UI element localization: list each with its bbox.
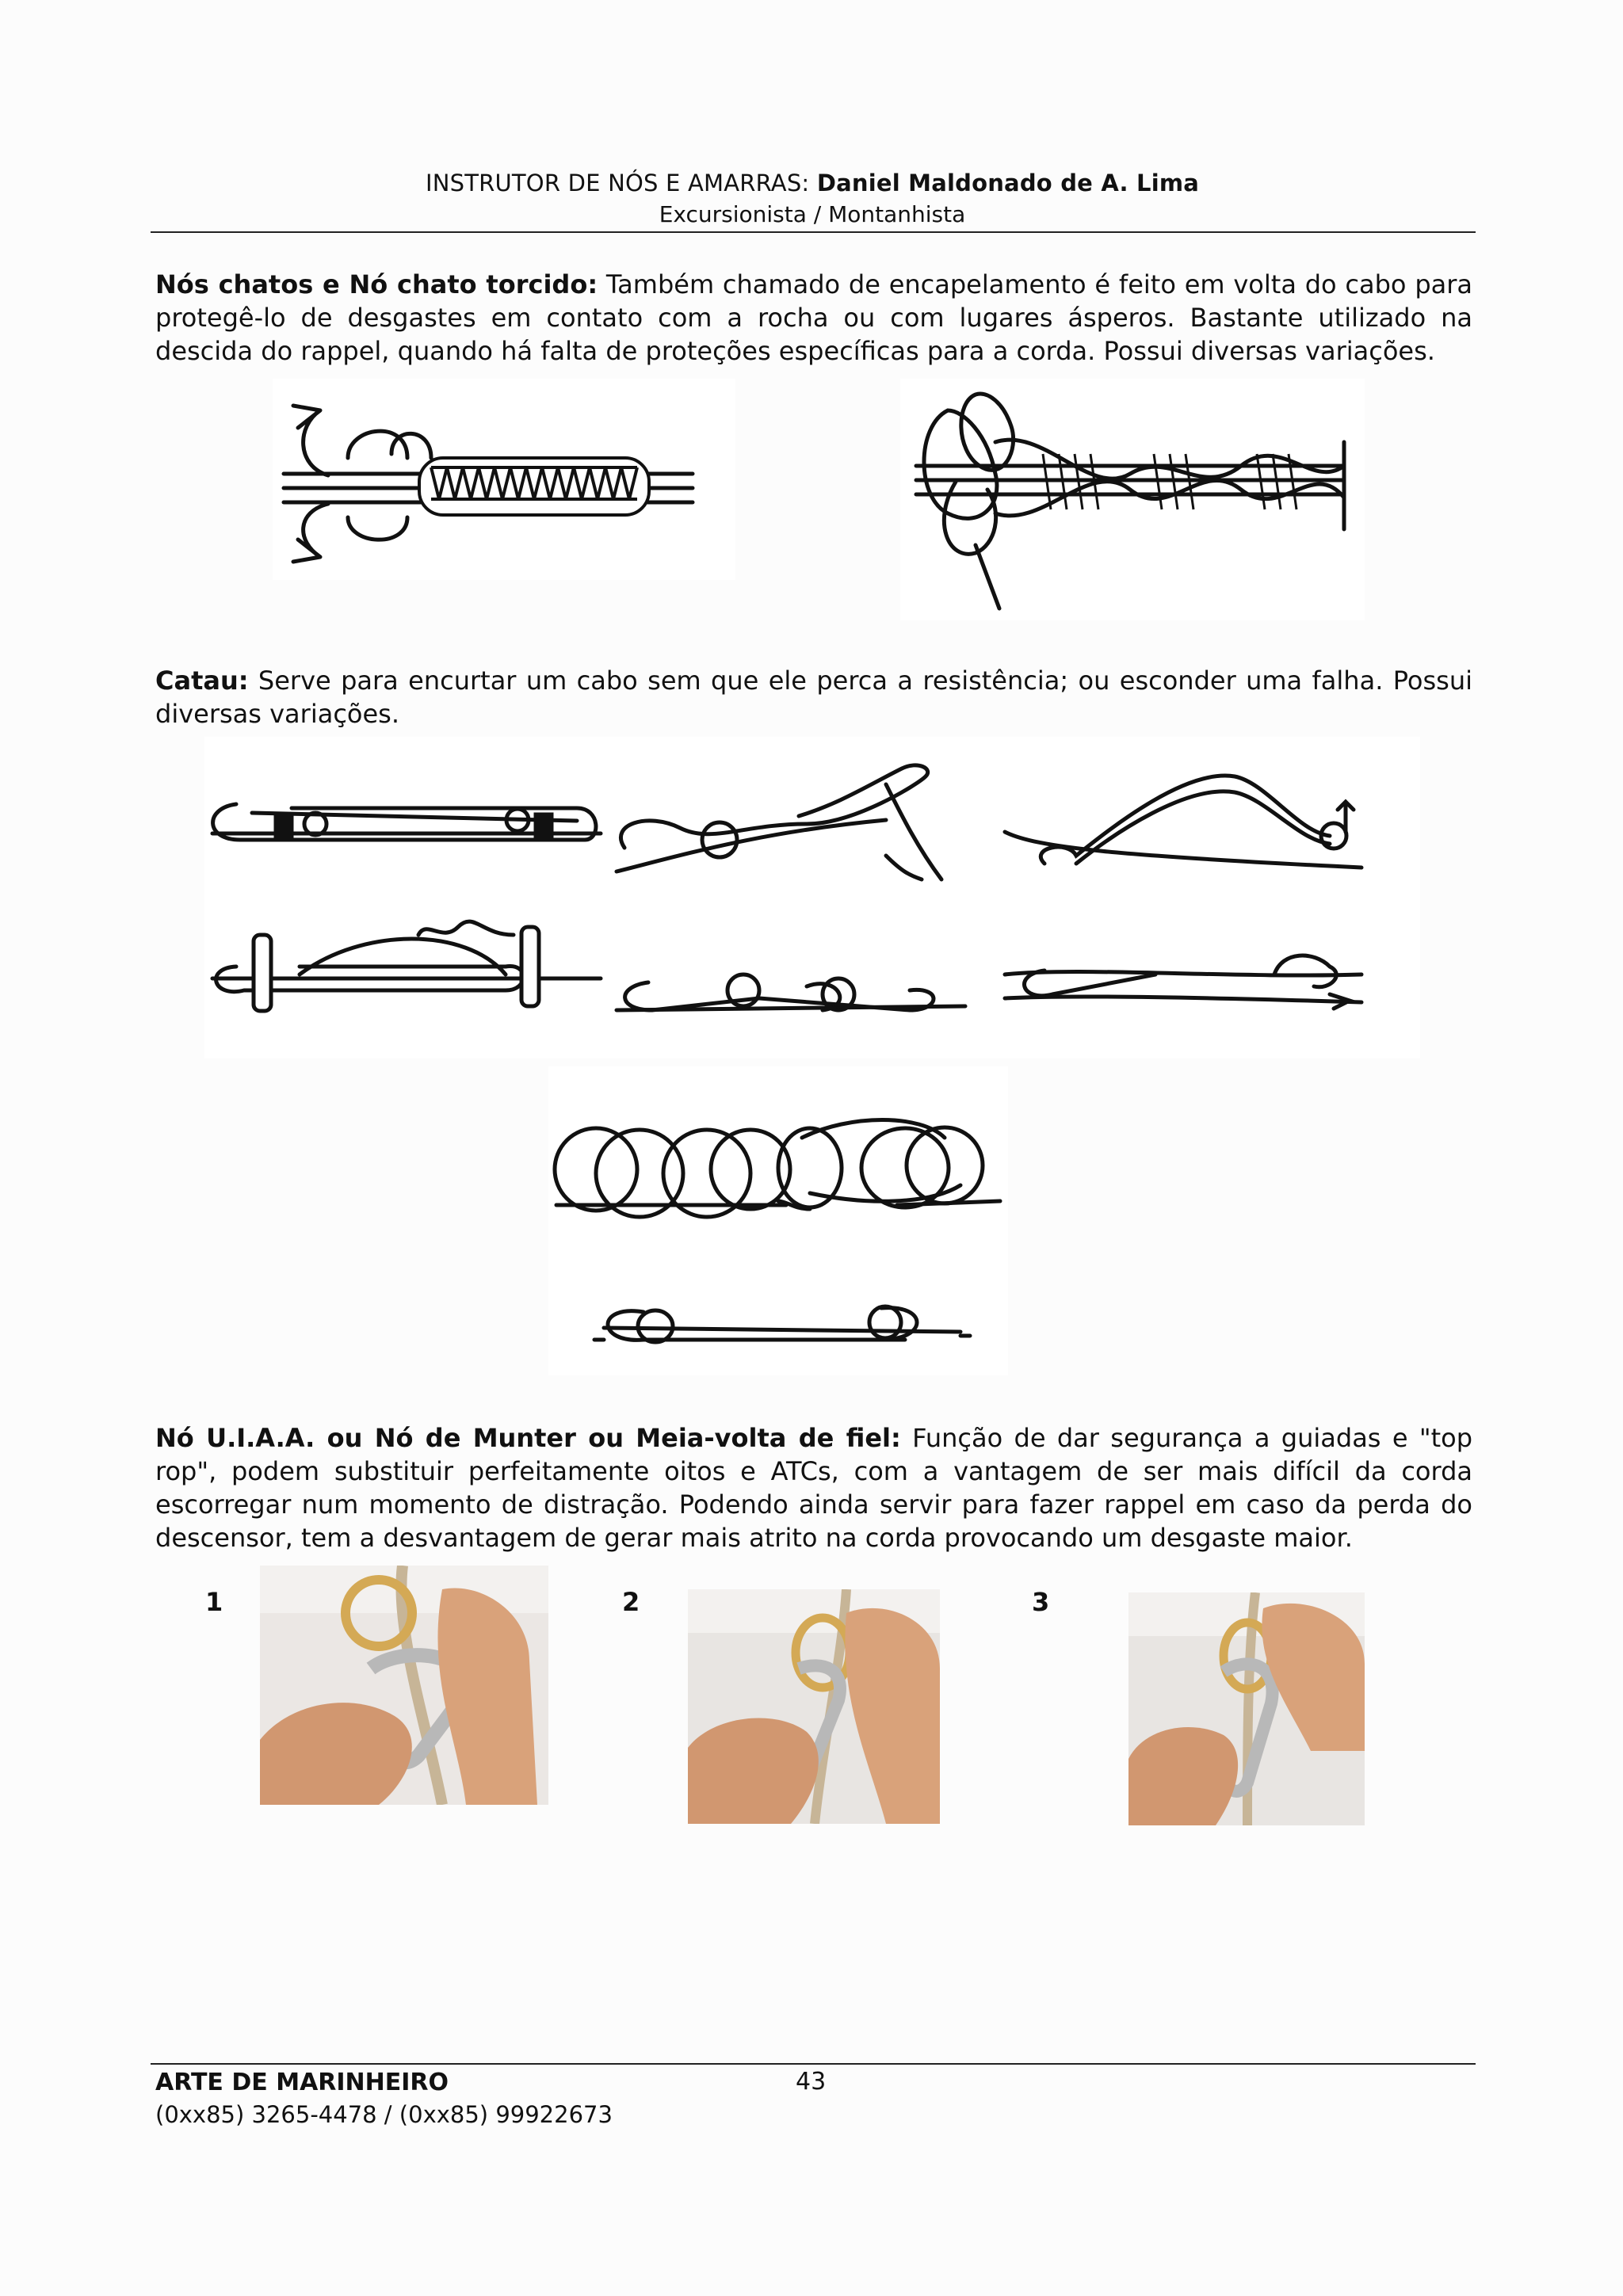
step-number-2: 2 xyxy=(622,1587,640,1617)
sheepshank-loops-illustration xyxy=(548,1066,1008,1375)
header-title-prefix: INSTRUTOR DE NÓS E AMARRAS: xyxy=(425,170,817,196)
page-number: 43 xyxy=(796,2068,827,2096)
running-header xyxy=(151,170,1474,196)
munter-hitch-photo-step-3 xyxy=(1128,1592,1365,1825)
section-uiaa-heading: Nó U.I.A.A. ou Nó de Munter ou Meia-volta de fiel: xyxy=(155,1423,901,1453)
section-catau xyxy=(155,664,1472,730)
section-chatos xyxy=(155,268,1472,368)
footer-phone: (0xx85) 3265-4478 / (0xx85) 99922673 xyxy=(155,2101,613,2128)
section-chatos-text: Também chamado de encapelamento é feito em volta do cabo para protegê-lo de desgastes em contato com a rocha ou com lugares ásperos. Bastante utilizado na descida do rappel, quando há falta de proteções específicas para a corda. Possui diversas variações. xyxy=(155,269,1473,366)
footer-rule xyxy=(151,2063,1476,2065)
header-subtitle: Excursionista / Montanhista xyxy=(659,201,966,227)
twisted-sennit-illustration xyxy=(900,379,1365,620)
header-rule xyxy=(151,231,1476,233)
section-uiaa xyxy=(155,1421,1472,1554)
section-catau-heading: Catau: xyxy=(155,666,249,696)
munter-hitch-photo-step-1 xyxy=(260,1566,548,1805)
footer-title: ARTE DE MARINHEIRO xyxy=(155,2069,449,2096)
section-uiaa-text: Função de dar segurança a guiadas e "top rop", podem substituir perfeitamente oitos e ATCs, com a vantagem de ser mais difícil da corda escorregar num momento de distração. Podendo ainda servir para fazer rappel em caso da perda do descensor, tem a desvantagem de gerar mais atrito na corda provocando um desgaste maior. xyxy=(155,1423,1473,1553)
step-number-1: 1 xyxy=(205,1587,223,1617)
section-chatos-heading: Nós chatos e Nó chato torcido: xyxy=(155,269,598,299)
step-number-3: 3 xyxy=(1032,1587,1050,1617)
munter-hitch-photo-step-2 xyxy=(688,1589,940,1824)
header-author-name: Daniel Maldonado de A. Lima xyxy=(816,170,1200,196)
sheepshank-variations-illustration xyxy=(204,737,1420,1058)
section-catau-text: Serve para encurtar um cabo sem que ele perca a resistência; ou esconder uma falha. Possui diversas variações. xyxy=(155,666,1472,729)
flat-sennit-illustration xyxy=(273,379,735,580)
